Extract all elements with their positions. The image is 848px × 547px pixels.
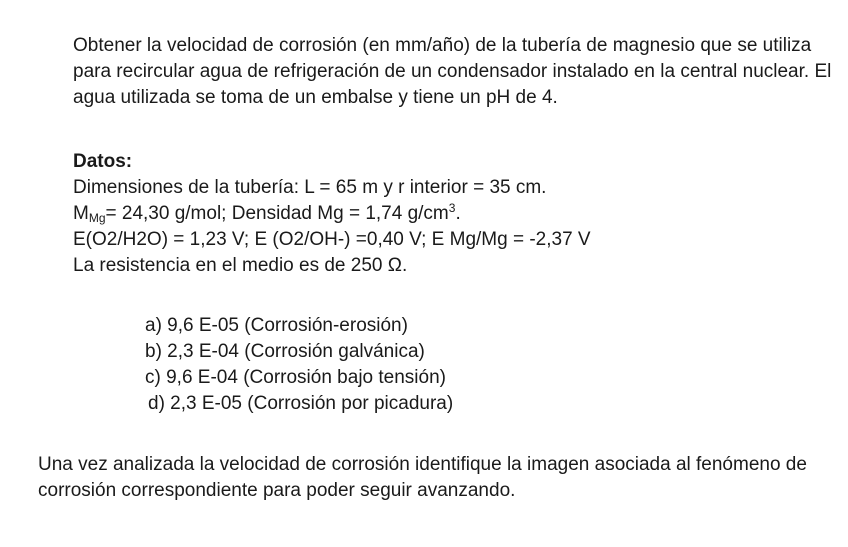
problem-statement: Obtener la velocidad de corrosión (en mm/año) de la tubería de magnesio que se utiliza para recircular agua de refrigeración de un condensador instalado en la central nuclear. El agua utilizada se toma de un embalse y tiene un pH de 4. — [73, 35, 832, 108]
datos-heading: Datos: — [73, 151, 133, 172]
molar-mass-density-line — [73, 201, 833, 227]
option-b[interactable]: b) 2,3 E-04 (Corrosión galvánica) — [145, 341, 425, 362]
resistance-line: La resistencia en el medio es de 250 Ω. — [73, 255, 408, 276]
molar-mass-symbol: M — [73, 203, 89, 224]
density-end: . — [455, 203, 461, 224]
footer-instruction: Una vez analizada la velocidad de corrosión identifique la imagen asociada al fenómeno de corrosión correspondiente para poder seguir avanzando. — [38, 454, 807, 501]
option-d[interactable]: d) 2,3 E-05 (Corrosión por picadura) — [148, 393, 454, 414]
molar-mass-subscript: Mg — [88, 211, 106, 225]
answer-options — [145, 313, 453, 417]
datos-list — [73, 175, 833, 279]
dimensions-line: Dimensiones de la tubería: L = 65 m y r interior = 35 cm. — [73, 177, 547, 198]
potentials-line: E(O2/H2O) = 1,23 V; E (O2/OH-) =0,40 V; E Mg/Mg = -2,37 V — [73, 229, 591, 250]
option-a[interactable]: a) 9,6 E-05 (Corrosión-erosión) — [145, 315, 408, 336]
density-exponent: 3 — [448, 201, 456, 215]
option-c[interactable]: c) 9,6 E-04 (Corrosión bajo tensión) — [145, 367, 446, 388]
molar-mass-density-text: = 24,30 g/mol; Densidad Mg = 1,74 g/cm — [105, 203, 449, 224]
